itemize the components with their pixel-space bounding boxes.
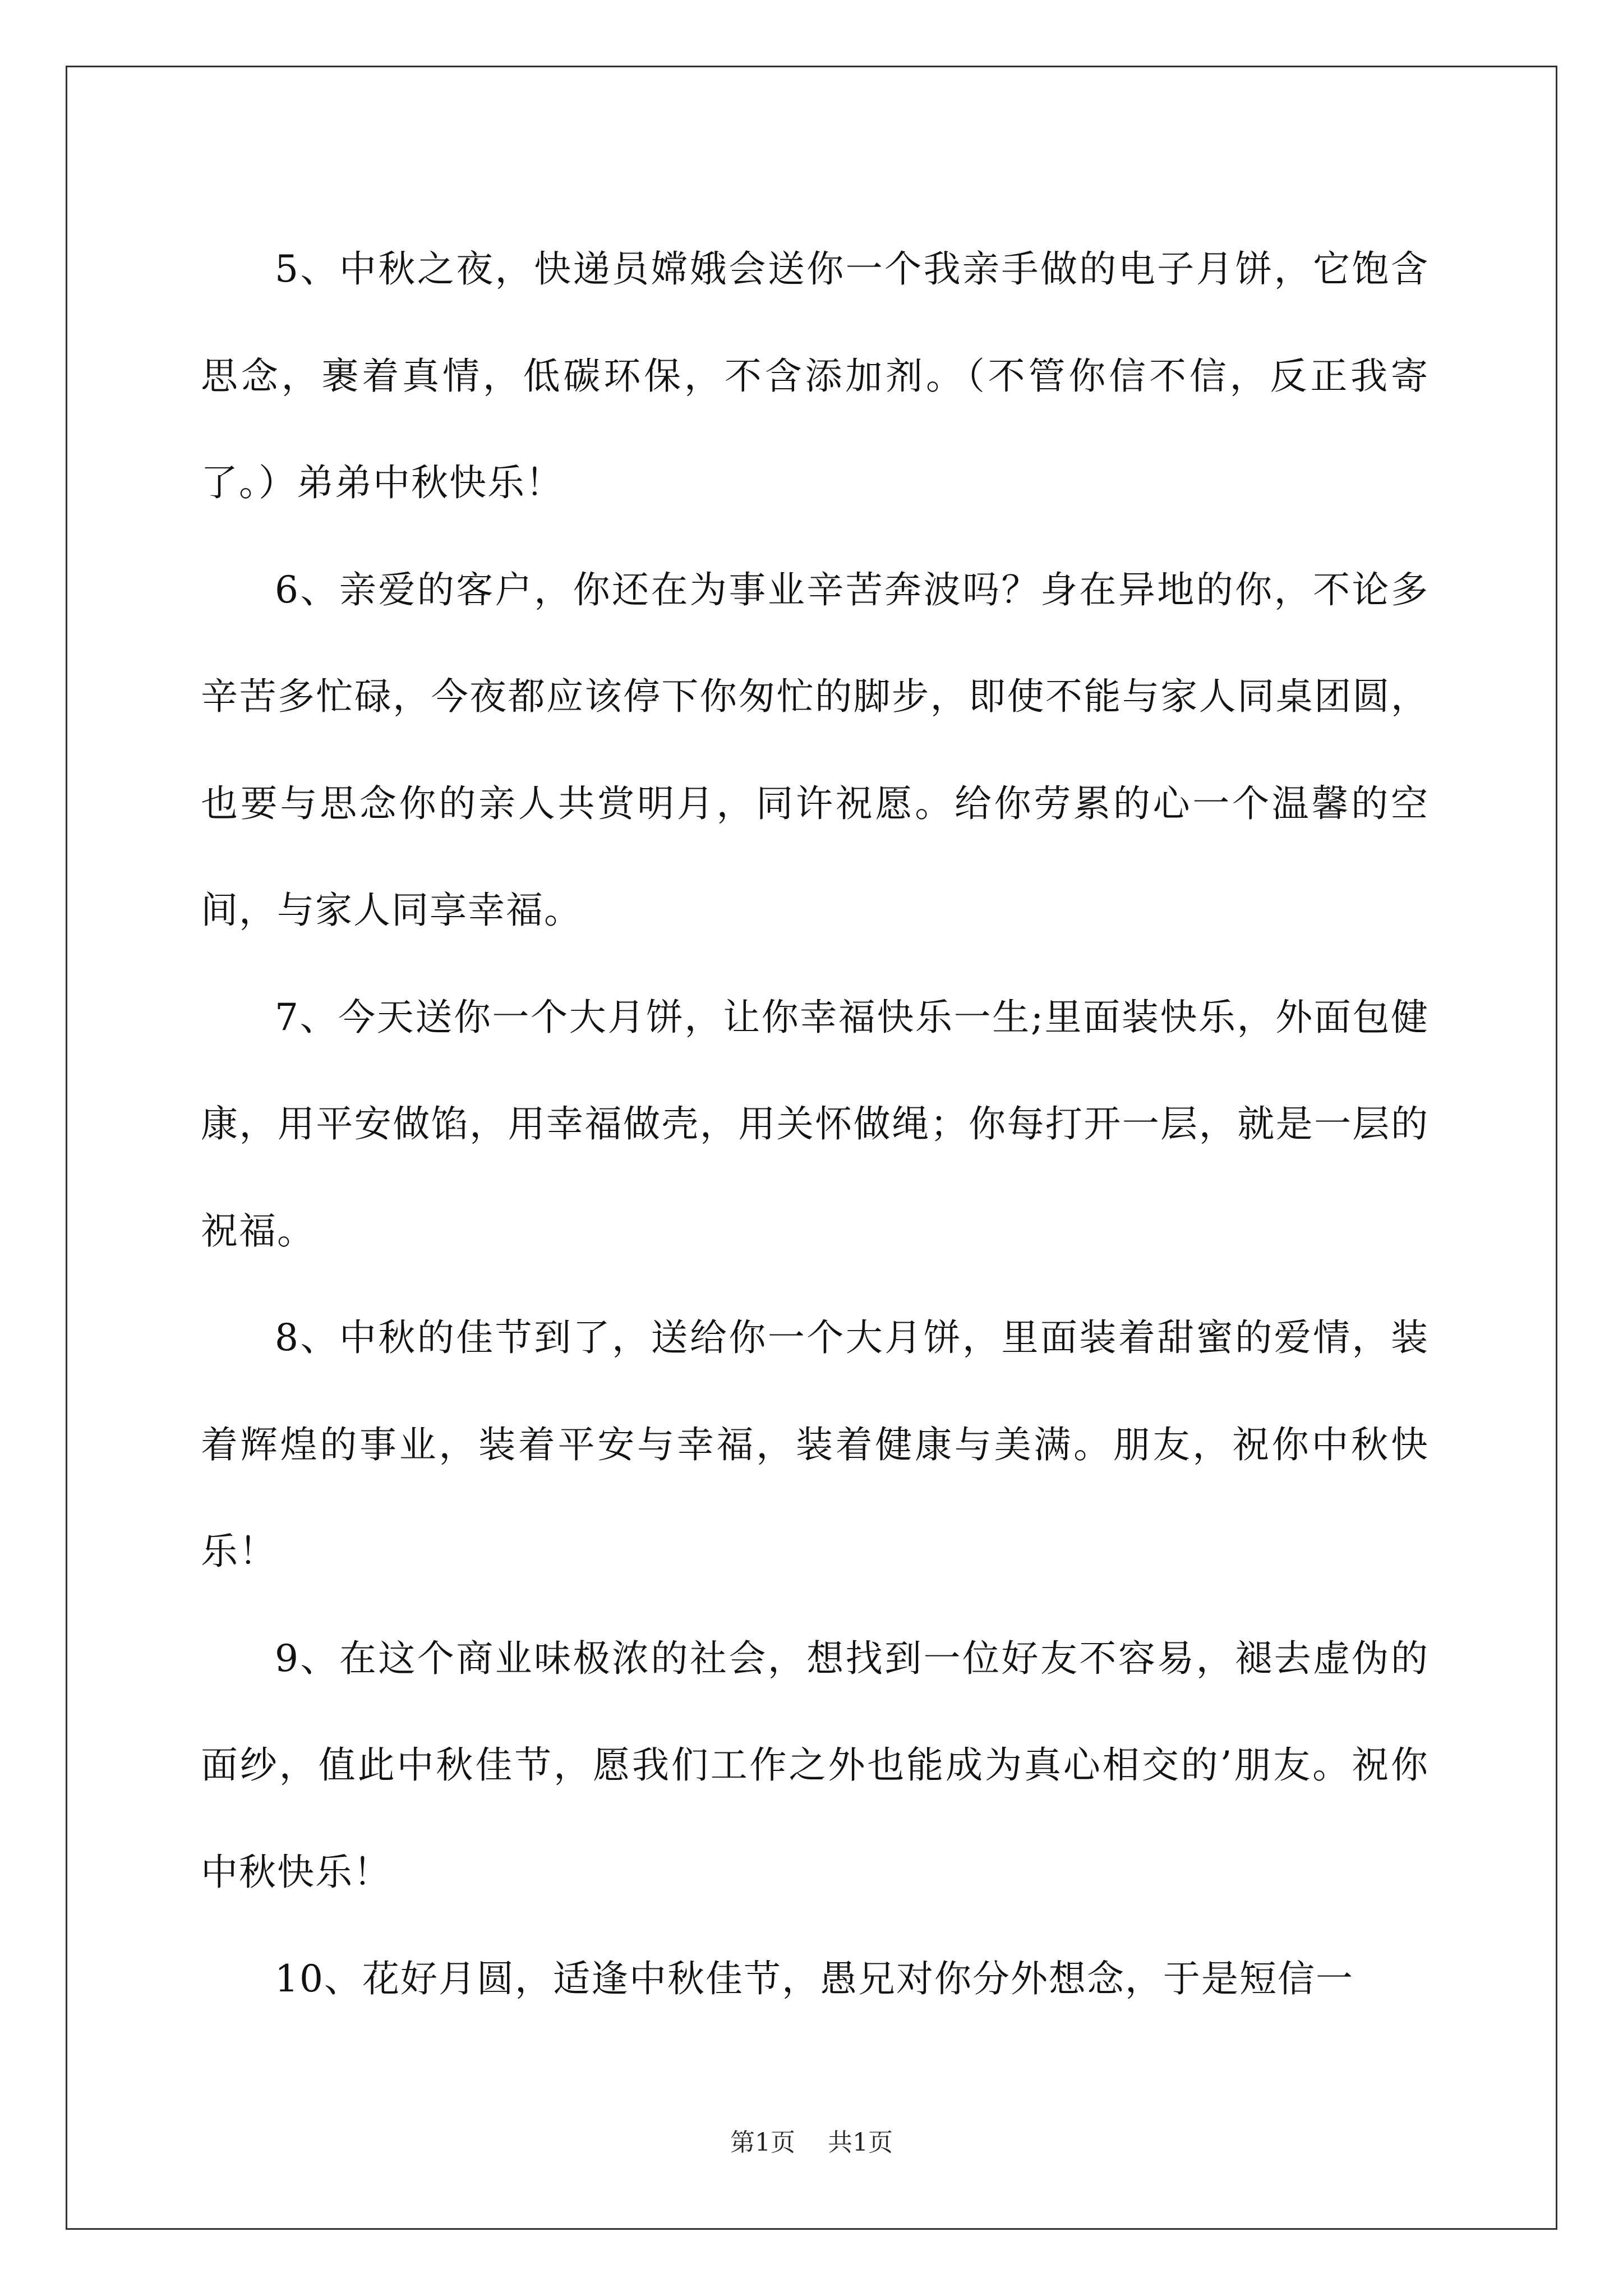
paragraph-7: 7、今天送你一个大月饼，让你幸福快乐一生;里面装快乐，外面包健康，用平安做馅，用幸福做壳，用关怀做绳；你每打开一层，就是一层的祝福。 (201, 995, 1429, 1253)
paragraph-5: 5、中秋之夜，快递员嫦娥会送你一个我亲手做的电子月饼，它饱含思念，裹着真情，低碳环保，不含添加剂。（不管你信不信，反正我寄了。）弟弟中秋快乐！ (201, 247, 1429, 504)
page-footer (0, 2126, 1623, 2160)
paragraph-8: 8、中秋的佳节到了，送给你一个大月饼，里面装着甜蜜的爱情，装着辉煌的事业，装着平安与幸福，装着健康与美满。朋友，祝你中秋快乐！ (201, 1316, 1429, 1573)
document-body (201, 216, 1429, 2033)
paragraph-6: 6、亲爱的客户，你还在为事业辛苦奔波吗？身在异地的你，不论多辛苦多忙碌，今夜都应该停下你匆忙的脚步，即使不能与家人同桌团圆，也要与思念你的亲人共赏明月，同许祝愿。给你劳累的心一个温馨的空间，与家人同享幸福。 (201, 568, 1429, 932)
paragraph-9: 9、在这个商业味极浓的社会，想找到一位好友不容易，褪去虚伪的面纱，值此中秋佳节，愿我们工作之外也能成为真心相交的’朋友。祝你中秋快乐！ (201, 1636, 1429, 1894)
paragraph-10: 10、花好月圆，适逢中秋佳节，愚兄对你分外想念，于是短信一 (275, 1957, 1354, 2000)
page-number-current: 第1页 (730, 2128, 795, 2157)
page-number-total: 共1页 (828, 2128, 893, 2157)
